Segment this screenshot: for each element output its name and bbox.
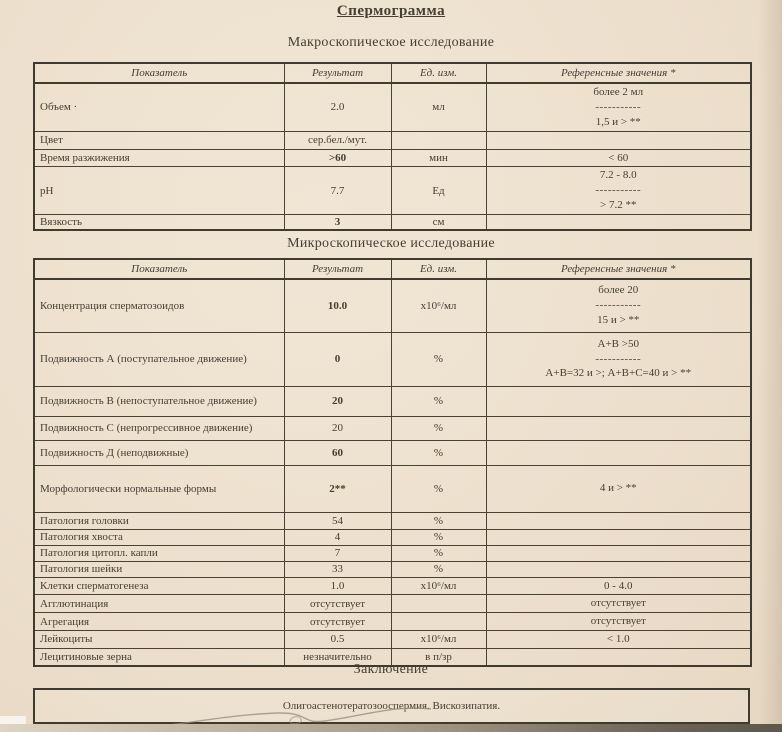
column-header: Показатель bbox=[34, 259, 284, 279]
micro-table-header bbox=[34, 259, 751, 279]
table-row bbox=[34, 561, 751, 577]
reference-line: ----------- bbox=[595, 100, 642, 113]
conclusion-box bbox=[33, 688, 750, 724]
result-cell: 4 bbox=[284, 529, 391, 545]
result-cell: 20 bbox=[284, 386, 391, 416]
reference-line: отсутствует bbox=[590, 615, 646, 628]
micro-table bbox=[33, 258, 752, 667]
micro-section-heading: Микроскопическое исследование bbox=[287, 236, 495, 251]
scan-right-shadow bbox=[758, 0, 782, 732]
indicator-cell: Патология головки bbox=[34, 512, 284, 529]
unit-cell: % bbox=[391, 440, 486, 465]
reference-cell bbox=[486, 214, 751, 230]
indicator-cell: Патология шейки bbox=[34, 561, 284, 577]
unit-cell bbox=[391, 131, 486, 149]
table-row bbox=[34, 167, 751, 215]
reference-cell bbox=[486, 529, 751, 545]
result-cell: 60 bbox=[284, 440, 391, 465]
reference-line: отсутствует bbox=[590, 597, 646, 610]
indicator-cell: Вязкость bbox=[34, 214, 284, 230]
unit-cell: % bbox=[391, 512, 486, 529]
reference-line: 4 и > ** bbox=[599, 482, 637, 495]
table-row bbox=[34, 545, 751, 561]
reference-line: А+В=32 и >; А+В+С=40 и > ** bbox=[545, 367, 692, 380]
reference-cell bbox=[486, 440, 751, 465]
result-cell: 1.0 bbox=[284, 577, 391, 595]
table-row bbox=[34, 465, 751, 512]
header-row bbox=[34, 63, 751, 83]
result-cell: 2.0 bbox=[284, 83, 391, 131]
table-row bbox=[34, 386, 751, 416]
result-cell: 0 bbox=[284, 332, 391, 386]
indicator-cell: Подвижность С (непрогрессивное движение) bbox=[34, 416, 284, 440]
reference-line: < 1.0 bbox=[606, 633, 630, 646]
reference-cell bbox=[486, 595, 751, 613]
result-cell: 54 bbox=[284, 512, 391, 529]
column-header: Ед. изм. bbox=[391, 63, 486, 83]
indicator-cell: Патология хвоста bbox=[34, 529, 284, 545]
result-cell: >60 bbox=[284, 149, 391, 167]
table-row bbox=[34, 131, 751, 149]
result-cell: 7 bbox=[284, 545, 391, 561]
unit-cell: мин bbox=[391, 149, 486, 167]
column-header: Показатель bbox=[34, 63, 284, 83]
unit-cell: % bbox=[391, 561, 486, 577]
indicator-cell: Агрегация bbox=[34, 613, 284, 631]
column-header: Референсные значения * bbox=[486, 259, 751, 279]
result-cell: незначительно bbox=[284, 648, 391, 666]
reference-cell bbox=[486, 631, 751, 649]
document-title: Спермограмма bbox=[336, 3, 446, 19]
reference-line: 7.2 - 8.0 bbox=[599, 169, 637, 182]
reference-line: более 20 bbox=[598, 284, 639, 297]
reference-cell bbox=[486, 512, 751, 529]
reference-line: ----------- bbox=[595, 184, 642, 197]
scan-bottom-edge bbox=[0, 724, 782, 732]
indicator-cell: Лецитиновые зерна bbox=[34, 648, 284, 666]
table-row bbox=[34, 613, 751, 631]
indicator-cell: Подвижность А (поступательное движение) bbox=[34, 332, 284, 386]
table-row bbox=[34, 416, 751, 440]
reference-cell bbox=[486, 613, 751, 631]
result-cell: 20 bbox=[284, 416, 391, 440]
reference-cell bbox=[486, 416, 751, 440]
reference-line: 15 и > ** bbox=[597, 314, 640, 327]
reference-cell bbox=[486, 332, 751, 386]
indicator-cell: Подвижность В (непоступательное движение) bbox=[34, 386, 284, 416]
unit-cell: x10⁶/мл bbox=[391, 631, 486, 649]
reference-cell bbox=[486, 83, 751, 131]
reference-line: ----------- bbox=[595, 352, 642, 365]
unit-cell: % bbox=[391, 386, 486, 416]
table-row bbox=[34, 631, 751, 649]
indicator-cell: Концентрация сперматозоидов bbox=[34, 279, 284, 332]
result-cell: отсутствует bbox=[284, 595, 391, 613]
reference-line: А+В >50 bbox=[597, 337, 639, 350]
unit-cell: % bbox=[391, 545, 486, 561]
column-header: Результат bbox=[284, 259, 391, 279]
result-cell: 33 bbox=[284, 561, 391, 577]
macro-table-body bbox=[34, 83, 751, 230]
unit-cell: x10⁶/мл bbox=[391, 279, 486, 332]
indicator-cell: Агглютинация bbox=[34, 595, 284, 613]
table-row bbox=[34, 332, 751, 386]
reference-cell bbox=[486, 545, 751, 561]
unit-cell: Ед bbox=[391, 167, 486, 215]
unit-cell bbox=[391, 595, 486, 613]
indicator-cell: pH bbox=[34, 167, 284, 215]
macro-table bbox=[33, 62, 752, 231]
unit-cell: % bbox=[391, 529, 486, 545]
result-cell: 3 bbox=[284, 214, 391, 230]
result-cell: 0.5 bbox=[284, 631, 391, 649]
unit-cell: % bbox=[391, 332, 486, 386]
table-row bbox=[34, 595, 751, 613]
result-cell: 7.7 bbox=[284, 167, 391, 215]
table-row bbox=[34, 279, 751, 332]
unit-cell: в п/зр bbox=[391, 648, 486, 666]
reference-line: ----------- bbox=[595, 299, 642, 312]
table-row bbox=[34, 529, 751, 545]
conclusion-heading: Заключение bbox=[353, 662, 429, 677]
table-row bbox=[34, 512, 751, 529]
conclusion-text: Олигоастенотератозооспермия. Вискозипатия. bbox=[282, 700, 501, 712]
indicator-cell: Цвет bbox=[34, 131, 284, 149]
indicator-cell: Время разжижения bbox=[34, 149, 284, 167]
unit-cell: % bbox=[391, 416, 486, 440]
micro-table-body bbox=[34, 279, 751, 666]
table-row bbox=[34, 149, 751, 167]
result-cell: сер.бел./мут. bbox=[284, 131, 391, 149]
unit-cell: см bbox=[391, 214, 486, 230]
reference-cell bbox=[486, 167, 751, 215]
table-row bbox=[34, 577, 751, 595]
indicator-cell: Клетки сперматогенеза bbox=[34, 577, 284, 595]
reference-line: > 7.2 ** bbox=[600, 199, 637, 212]
reference-line: 0 - 4.0 bbox=[604, 579, 633, 592]
reference-cell bbox=[486, 131, 751, 149]
indicator-cell: Объем · bbox=[34, 83, 284, 131]
reference-cell bbox=[486, 561, 751, 577]
unit-cell: x10⁶/мл bbox=[391, 577, 486, 595]
reference-line: < 60 bbox=[608, 151, 629, 164]
table-row bbox=[34, 440, 751, 465]
reference-cell bbox=[486, 465, 751, 512]
column-header: Результат bbox=[284, 63, 391, 83]
unit-cell: мл bbox=[391, 83, 486, 131]
reference-cell bbox=[486, 279, 751, 332]
indicator-cell: Патология цитопл. капли bbox=[34, 545, 284, 561]
reference-line: более 2 мл bbox=[593, 86, 644, 98]
reference-cell bbox=[486, 386, 751, 416]
indicator-cell: Подвижность Д (неподвижные) bbox=[34, 440, 284, 465]
unit-cell: % bbox=[391, 465, 486, 512]
reference-cell bbox=[486, 577, 751, 595]
reference-cell bbox=[486, 149, 751, 167]
reference-line: 1,5 и > ** bbox=[595, 115, 641, 128]
result-cell: 10.0 bbox=[284, 279, 391, 332]
table-row bbox=[34, 214, 751, 230]
column-header: Ед. изм. bbox=[391, 259, 486, 279]
header-row bbox=[34, 259, 751, 279]
result-cell: 2** bbox=[284, 465, 391, 512]
unit-cell bbox=[391, 613, 486, 631]
table-row bbox=[34, 83, 751, 131]
macro-section-heading: Макроскопическое исследование bbox=[287, 35, 495, 50]
result-cell: отсутствует bbox=[284, 613, 391, 631]
column-header: Референсные значения * bbox=[486, 63, 751, 83]
indicator-cell: Морфологически нормальные формы bbox=[34, 465, 284, 512]
indicator-cell: Лейкоциты bbox=[34, 631, 284, 649]
macro-table-header bbox=[34, 63, 751, 83]
